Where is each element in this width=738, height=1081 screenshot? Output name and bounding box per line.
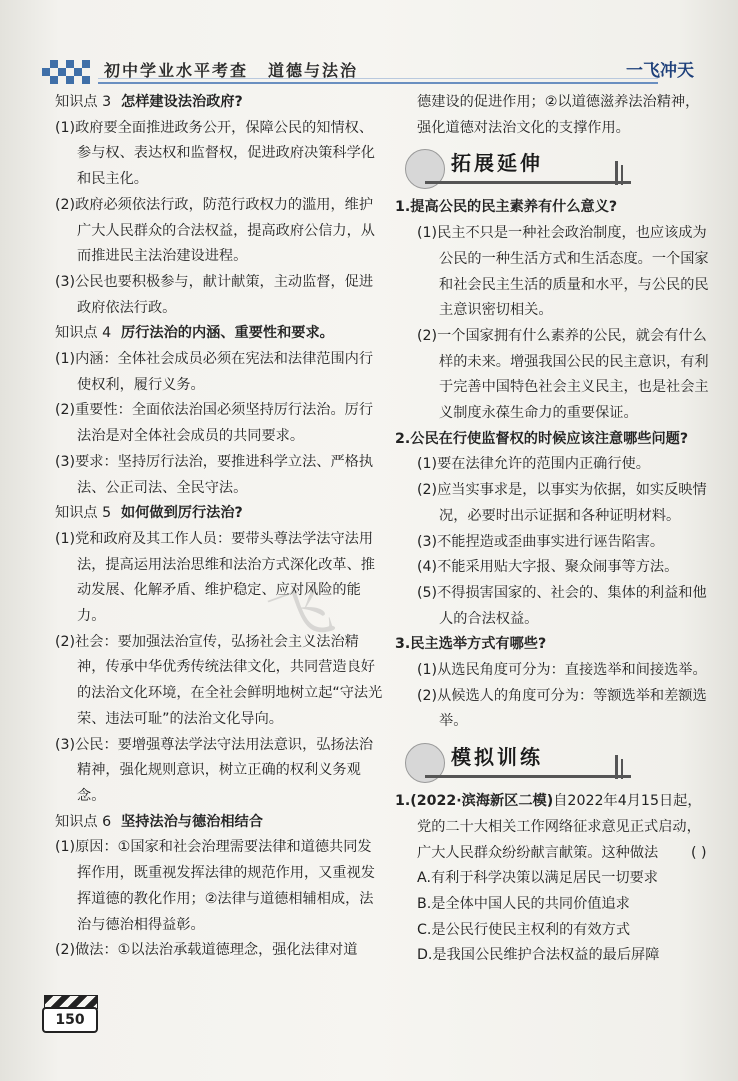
list-item: (3)公民也要积极参与，献计献策，主动监督，促进政府依法行政。 bbox=[55, 273, 374, 316]
list-item: (2)从候选人的角度可分为：等额选举和差额选举。 bbox=[417, 687, 707, 730]
list-item: (2)政府必须依法行政，防范行政权力的滥用，维护广大人民群众的合法权益，提高政府公信力，从而推进民主法治建设进程。 bbox=[55, 196, 375, 265]
list-item: (2)做法：①以法治承载道德理念，强化法律对道 bbox=[55, 942, 358, 959]
list-item: (3)不能捏造或歪曲事实进行诬告陷害。 bbox=[417, 533, 665, 550]
section-banner-extension bbox=[405, 145, 713, 191]
page-header bbox=[42, 52, 702, 86]
banner-underline bbox=[425, 775, 631, 778]
section-title: 拓展延伸 bbox=[451, 151, 543, 176]
page-number: 150 bbox=[42, 1007, 98, 1033]
list-item: (4)不能采用贴大字报、聚众闹事等方法。 bbox=[417, 559, 679, 576]
continued-text: 德建设的促进作用；②以道德滋养法治精神，强化道德对法治文化的支撑作用。 bbox=[417, 94, 700, 136]
banner-mark bbox=[615, 161, 618, 185]
page-footer bbox=[40, 995, 100, 1033]
book-title: 初中学业水平考查 bbox=[104, 61, 249, 80]
option-item: B.是全体中国人民的共同价值追求 bbox=[417, 895, 630, 912]
banner-mark bbox=[621, 165, 623, 185]
banner-mark bbox=[615, 755, 618, 779]
list-item: (3)要求：坚持厉行法治，要推进科学立法、严格执法、公正司法、全民守法。 bbox=[55, 453, 374, 496]
knowledge-point-6-heading: 知识点 6 坚持法治与德治相结合 bbox=[55, 813, 263, 830]
list-item: (1)内涵：全体社会成员必须在宪法和法律范围内行使权利，履行义务。 bbox=[55, 351, 374, 393]
question-2: 2.公民在行使监督权的时候应该注意哪些问题? bbox=[395, 430, 689, 447]
banner-mark bbox=[621, 759, 623, 779]
left-column bbox=[55, 90, 385, 964]
list-item: (1)原因：①国家和社会治理需要法律和道德共同发挥作用，既重视发挥法律的规范作用，又重视发挥道德的教化作用；②法律与道德相辅相成，法治与德治相得益彰。 bbox=[55, 839, 375, 933]
brand-logo: 一飞冲天 bbox=[626, 61, 694, 81]
knowledge-point-4-heading: 知识点 4 厉行法治的内涵、重要性和要求。 bbox=[55, 325, 334, 342]
option-item: A.有利于科学决策以满足居民一切要求 bbox=[417, 870, 658, 887]
watermark: 飞 bbox=[260, 572, 341, 660]
option-item: C.是公民行使民主权利的有效方式 bbox=[417, 921, 631, 938]
knowledge-point-3-heading: 知识点 3 怎样建设法治政府? bbox=[55, 94, 243, 110]
exercise-options bbox=[395, 866, 713, 969]
list-item: (1)政府要全面推进政务公开，保障公民的知情权、参与权、表达权和监督权，促进政府决策科学化和民主化。 bbox=[55, 119, 375, 188]
knowledge-point-5-heading: 知识点 5 如何做到厉行法治? bbox=[55, 505, 243, 522]
list-item: (1)从选民角度可分为：直接选举和间接选举。 bbox=[417, 662, 707, 679]
question-3-answers bbox=[395, 658, 713, 735]
section-title: 模拟训练 bbox=[451, 745, 543, 770]
exercise-stem: 1.(2022·滨海新区二模)自2022年4月15日起，党的二十大相关工作网络征求意见正式启动，广大人民群众纷纷献言献策。这种做法 ( ) bbox=[395, 793, 707, 861]
list-item: (1)要在法律允许的范围内正确行使。 bbox=[417, 456, 650, 473]
subject-title: 道德与法治 bbox=[268, 61, 359, 80]
question-1-answers bbox=[395, 221, 713, 427]
checker-logo-icon bbox=[42, 56, 96, 84]
knowledge-point-3-list bbox=[55, 116, 385, 322]
knowledge-point-6-list bbox=[55, 835, 385, 964]
knowledge-point-4-list bbox=[55, 347, 385, 501]
list-item: (2)重要性：全面依法治国必须坚持厉行法治。厉行法治是对全体社会成员的共同要求。 bbox=[55, 402, 374, 445]
header-rule bbox=[98, 82, 658, 84]
section-banner-practice bbox=[405, 739, 713, 785]
list-item: (3)公民：要增强尊法学法守法用法意识，弘扬法治精神，强化规则意识，树立正确的权利义务观念。 bbox=[55, 736, 374, 804]
list-item: (2)社会：要加强法治宣传，弘扬社会主义法治精神，传承中华优秀传统法律文化，共同营造良好的法治文化环境，在全社会鲜明地树立起“守法光荣、违法可耻”的法治文化导向。 bbox=[55, 633, 383, 727]
banner-underline bbox=[425, 181, 631, 184]
list-item: (5)不得损害国家的、社会的、集体的利益和他人的合法权益。 bbox=[417, 584, 707, 627]
option-item: D.是我国公民维护合法权益的最后屏障 bbox=[417, 947, 660, 964]
list-item: (1)民主不只是一种社会政治制度，也应该成为公民的一种生活方式和生活态度。一个国家和社会民主生活的质量和水平，与公民的民主意识密切相关。 bbox=[417, 225, 709, 319]
list-item: (2)一个国家拥有什么素养的公民，就会有什么样的未来。增强我国公民的民主意识，有利于完善中国特色社会主义民主，也是社会主义制度永葆生命力的重要保证。 bbox=[417, 327, 709, 422]
question-1: 1.提高公民的民主素养有什么意义? bbox=[395, 199, 618, 216]
question-3: 3.民主选举方式有哪些? bbox=[395, 636, 547, 653]
list-item: (1)党和政府及其工作人员：要带头尊法学法守法用法，提高运用法治思维和法治方式深化改革、推动发展、化解矛盾、维护稳定、应对风险的能力。 bbox=[55, 530, 375, 625]
list-item: (2)应当实事求是，以事实为依据，如实反映情况，必要时出示证据和各种证明材料。 bbox=[417, 482, 707, 524]
